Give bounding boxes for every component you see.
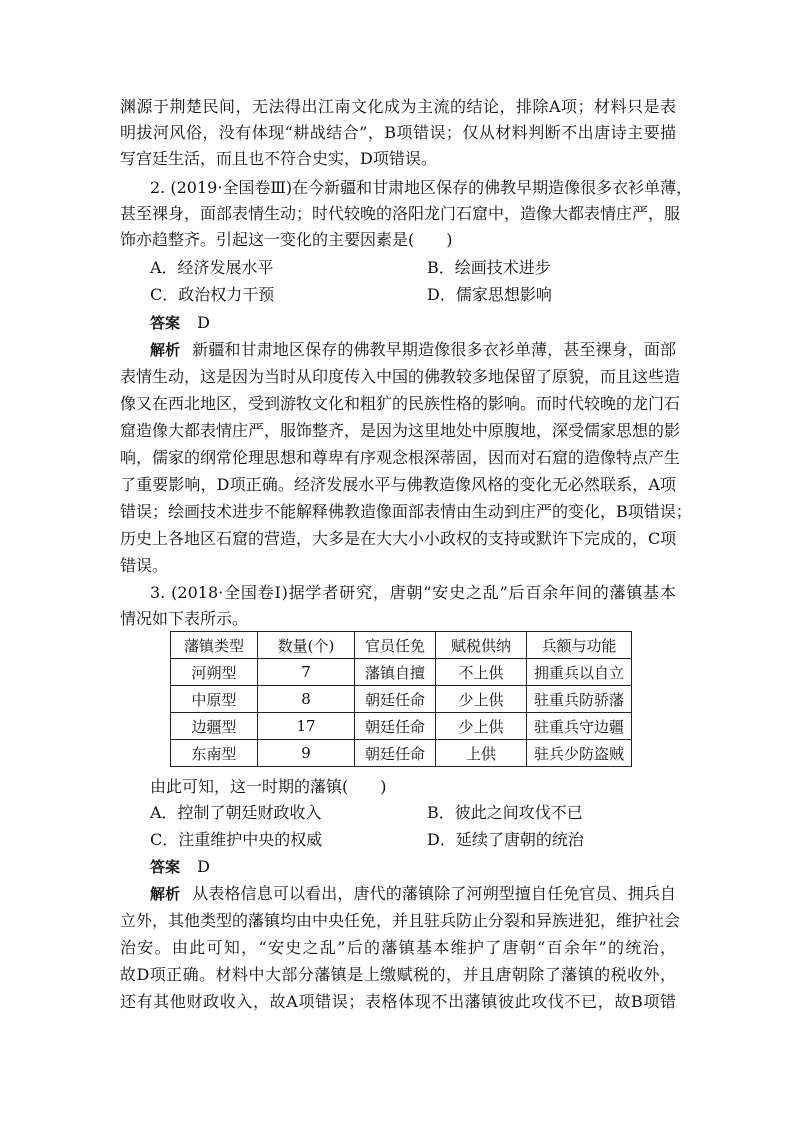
q3-analysis-text-1: 从表格信息可以看出，唐代的藩镇除了河朔型擅自任免官员、拥兵自	[192, 884, 676, 903]
q2-analysis-line-6: 了重要影响，D项正确。经济发展水平与佛教造像风格的变化无必然联系，A项	[120, 475, 676, 494]
q3-analysis-line-1	[150, 884, 676, 904]
table-cell: 少上供	[436, 713, 527, 740]
table-row	[171, 686, 632, 713]
table-cell: 东南型	[171, 740, 258, 767]
q3-option-a: A．控制了朝廷财政收入	[150, 803, 322, 822]
table-cell: 上供	[436, 740, 527, 767]
table-cell: 边疆型	[171, 713, 258, 740]
q2-analysis-line-3: 像又在西北地区，受到游牧文化和粗犷的民族性格的影响。而时代较晚的龙门石	[120, 394, 681, 413]
table-cell: 少上供	[436, 686, 527, 713]
intro-line-3: 写宫廷生活，而且也不符合史实，D项错误。	[120, 149, 437, 168]
table-cell: 朝廷任命	[355, 740, 436, 767]
table-cell: 朝廷任命	[355, 713, 436, 740]
q3-analysis-line-2: 立外，其他类型的藩镇均由中央任免，并且驻兵防止分裂和异族进犯，维护社会	[120, 911, 681, 930]
q2-analysis-label: 解析	[150, 341, 181, 359]
table-cell: 朝廷任命	[355, 686, 436, 713]
table-cell: 17	[258, 713, 355, 740]
q3-stem-line-2: 情况如下表所示。	[120, 609, 249, 628]
table-header-cell: 赋税供纳	[436, 632, 527, 659]
table-cell: 不上供	[436, 659, 527, 686]
table-header-cell: 官员任免	[355, 632, 436, 659]
q3-answer-label: 答案	[150, 858, 181, 876]
table-header-row	[171, 632, 632, 659]
table-cell: 中原型	[171, 686, 258, 713]
q2-option-d: D．儒家思想影响	[427, 285, 552, 304]
q2-stem-line-3: 饰亦趋整齐。引起这一变化的主要因素是( )	[120, 230, 453, 249]
q2-analysis-line-9: 错误。	[120, 556, 169, 575]
q3-stem-line-1: 3. (2018·全国卷Ⅰ)据学者研究，唐朝“安史之乱”后百余年间的藩镇基本	[150, 583, 676, 602]
intro-line-1: 渊源于荆楚民间，无法得出江南文化成为主流的结论，排除A项；材料只是表	[120, 97, 676, 116]
table-header-cell: 藩镇类型	[171, 632, 258, 659]
table-cell: 河朔型	[171, 659, 258, 686]
table-row	[171, 740, 632, 767]
table-header-cell: 兵额与功能	[527, 632, 632, 659]
q2-analysis-text-1: 新疆和甘肃地区保存的佛教早期造像很多衣衫单薄，甚至裸身，面部	[192, 340, 676, 359]
q2-analysis-line-2: 表情生动，这是因为当时从印度传入中国的佛教较多地保留了原貌，而且这些造	[120, 367, 681, 386]
q2-analysis-line-5: 响，儒家的纲常伦理思想和尊卑有序观念根深蒂固，因而对石窟的造像特点产生	[120, 448, 681, 467]
table-cell: 7	[258, 659, 355, 686]
q2-option-c: C．政治权力干预	[150, 285, 275, 304]
q3-analysis-line-5: 还有其他财政收入，故A项错误；表格体现不出藩镇彼此攻伐不已，故B项错	[120, 992, 676, 1011]
table-row	[171, 713, 632, 740]
table-cell: 9	[258, 740, 355, 767]
q3-analysis-line-3: 治安。由此可知，“安史之乱”后的藩镇基本维护了唐朝“百余年”的统治，	[120, 938, 676, 957]
q2-analysis-line-1	[150, 340, 676, 360]
q2-answer-label: 答案	[150, 314, 181, 332]
table-cell: 驻重兵防骄藩	[527, 686, 632, 713]
q2-answer	[150, 313, 210, 333]
table-cell: 驻重兵守边疆	[527, 713, 632, 740]
q2-option-b: B．绘画技术进步	[427, 258, 551, 277]
fanzhen-table	[170, 631, 632, 767]
q3-option-c: C．注重维护中央的权威	[150, 830, 323, 849]
q2-analysis-line-4: 窟造像大都表情庄严，服饰整齐，是因为这里地处中原腹地，深受儒家思想的影	[120, 421, 681, 440]
q3-option-b: B．彼此之间攻伐不已	[427, 803, 583, 822]
q2-analysis-line-8: 历史上各地区石窟的营造，大多是在大大小小政权的支持或默许下完成的，C项	[120, 529, 677, 548]
table-cell: 驻兵少防盗贼	[527, 740, 632, 767]
q3-analysis-line-4: 故D项正确。材料中大部分藩镇是上缴赋税的，并且唐朝除了藩镇的税收外，	[120, 965, 676, 984]
q2-stem-line-2: 甚至裸身，面部表情生动；时代较晚的洛阳龙门石窟中，造像大都表情庄严，服	[120, 204, 681, 223]
q3-option-d: D．延续了唐朝的统治	[427, 830, 584, 849]
q3-analysis-label: 解析	[150, 885, 181, 903]
q3-stem-question: 由此可知，这一时期的藩镇( )	[150, 777, 387, 796]
intro-line-2: 明拔河风俗，没有体现“耕战结合”，B项错误；仅从材料判断不出唐诗主要描	[120, 123, 676, 142]
table-header-cell: 数量(个)	[258, 632, 355, 659]
table-row	[171, 659, 632, 686]
q2-answer-value: D	[197, 313, 210, 332]
q2-stem-line-1: 2. (2019·全国卷Ⅲ)在今新疆和甘肃地区保存的佛教早期造像很多衣衫单薄，	[150, 178, 693, 197]
table-cell: 藩镇自擅	[355, 659, 436, 686]
table-cell: 拥重兵以自立	[527, 659, 632, 686]
q2-analysis-line-7: 错误；绘画技术进步不能解释佛教造像面部表情由生动到庄严的变化，B项错误；	[120, 502, 692, 521]
q3-answer	[150, 857, 210, 877]
table-cell: 8	[258, 686, 355, 713]
q2-option-a: A．经济发展水平	[150, 258, 274, 277]
q3-answer-value: D	[197, 857, 210, 876]
